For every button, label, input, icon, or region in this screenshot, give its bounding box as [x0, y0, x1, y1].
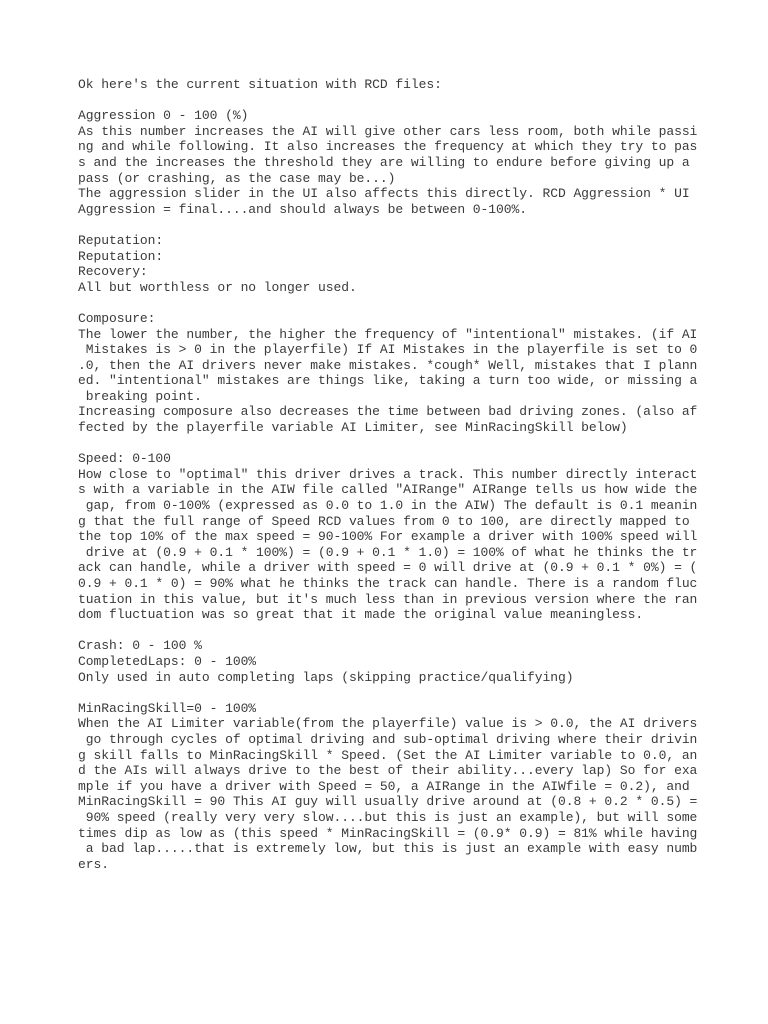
text-line: Ok here's the current situation with RCD files:	[78, 77, 442, 92]
text-line: Reputation:	[78, 232, 164, 248]
text-line: The lower the number, the higher the frequency of "intentional" mistakes. (if AI	[78, 326, 698, 342]
text-line: mple if you have a driver with Speed = 50, a AIRange in the AIWfile = 0.2), and	[78, 778, 690, 794]
text-line: Speed: 0-100	[78, 451, 171, 467]
text-line: times dip as low as (this speed * MinRacingSkill = (0.9* 0.9) = 81% while having	[78, 825, 698, 841]
text-line	[78, 623, 698, 639]
text-line: MinRacingSkill=0 - 100%	[78, 700, 257, 716]
text-line: How close to "optimal" this driver drives a track. This number directly interact	[78, 466, 698, 482]
text-line: When the AI Limiter variable(from the playerfile) value is > 0.0, the AI drivers	[78, 716, 698, 732]
text-line: Aggression = final....and should always be between 0-100%.	[78, 201, 527, 217]
text-line: d the AIs will always drive to the best of their ability...every lap) So for exa	[78, 763, 698, 779]
text-line: Mistakes is > 0 in the playerfile) If AI Mistakes in the playerfile is set to 0	[78, 342, 698, 358]
text-line: ers.	[78, 856, 109, 872]
text-line: dom fluctuation was so great that it made the original value meaningless.	[78, 607, 644, 623]
text-line: As this number increases the AI will give other cars less room, both while passi	[78, 123, 698, 139]
text-line: a bad lap.....that is extremely low, but this is just an example with easy numb	[78, 841, 698, 857]
text-line: MinRacingSkill = 90 This AI guy will usually drive around at (0.8 + 0.2 * 0.5) =	[78, 794, 698, 810]
text-line	[78, 436, 698, 452]
text-line: Recovery:	[78, 264, 148, 280]
text-line: Aggression 0 - 100 (%)	[78, 108, 249, 124]
text-line: Crash: 0 - 100 %	[78, 638, 202, 654]
text-line	[78, 685, 698, 701]
text-line: gap, from 0-100% (expressed as 0.0 to 1.0 in the AIW) The default is 0.1 meanin	[78, 498, 698, 514]
text-line: tuation in this value, but it's much less than in previous version where the ran	[78, 591, 698, 607]
text-line: CompletedLaps: 0 - 100%	[78, 653, 257, 669]
text-line: the top 10% of the max speed = 90-100% For example a driver with 100% speed will	[78, 529, 698, 545]
text-line: go through cycles of optimal driving and sub-optimal driving where their drivin	[78, 731, 698, 747]
text-line	[78, 217, 698, 233]
text-line: Composure:	[78, 310, 156, 326]
text-line: pass (or crashing, as the case may be...)	[78, 170, 396, 186]
text-line: ng and while following. It also increases the frequency at which they try to pas	[78, 139, 698, 155]
text-line: Reputation:	[78, 248, 164, 264]
text-line: fected by the playerfile variable AI Limiter, see MinRacingSkill below)	[78, 420, 628, 436]
text-line: Only used in auto completing laps (skipping practice/qualifying)	[78, 669, 574, 685]
text-line: The aggression slider in the UI also affects this directly. RCD Aggression * UI	[78, 186, 690, 202]
text-line: breaking point.	[78, 388, 202, 404]
text-line	[78, 93, 698, 109]
text-line: All but worthless or no longer used.	[78, 279, 357, 295]
text-line: drive at (0.9 + 0.1 * 100%) = (0.9 + 0.1 * 1.0) = 100% of what he thinks the tr	[78, 544, 698, 560]
text-line: g skill falls to MinRacingSkill * Speed. (Set the AI Limiter variable to 0.0, an	[78, 747, 698, 763]
document-body	[78, 77, 698, 872]
text-line: .0, then the AI drivers never make mistakes. *cough* Well, mistakes that I plann	[78, 357, 698, 373]
text-line: g that the full range of Speed RCD values from 0 to 100, are directly mapped to	[78, 513, 690, 529]
text-line: s and the increases the threshold they are willing to endure before giving up a	[78, 154, 690, 170]
text-line: 90% speed (really very very slow....but this is just an example), but will some	[78, 809, 698, 825]
text-line: ack can handle, while a driver with speed = 0 will drive at (0.9 + 0.1 * 0%) = (	[78, 560, 698, 576]
text-line: ed. "intentional" mistakes are things like, taking a turn too wide, or missing a	[78, 373, 698, 389]
text-line	[78, 295, 698, 311]
text-line: Increasing composure also decreases the time between bad driving zones. (also af	[78, 404, 698, 420]
text-line: 0.9 + 0.1 * 0) = 90% what he thinks the track can handle. There is a random fluc	[78, 576, 698, 591]
text-line: s with a variable in the AIW file called "AIRange" AIRange tells us how wide the	[78, 482, 698, 498]
